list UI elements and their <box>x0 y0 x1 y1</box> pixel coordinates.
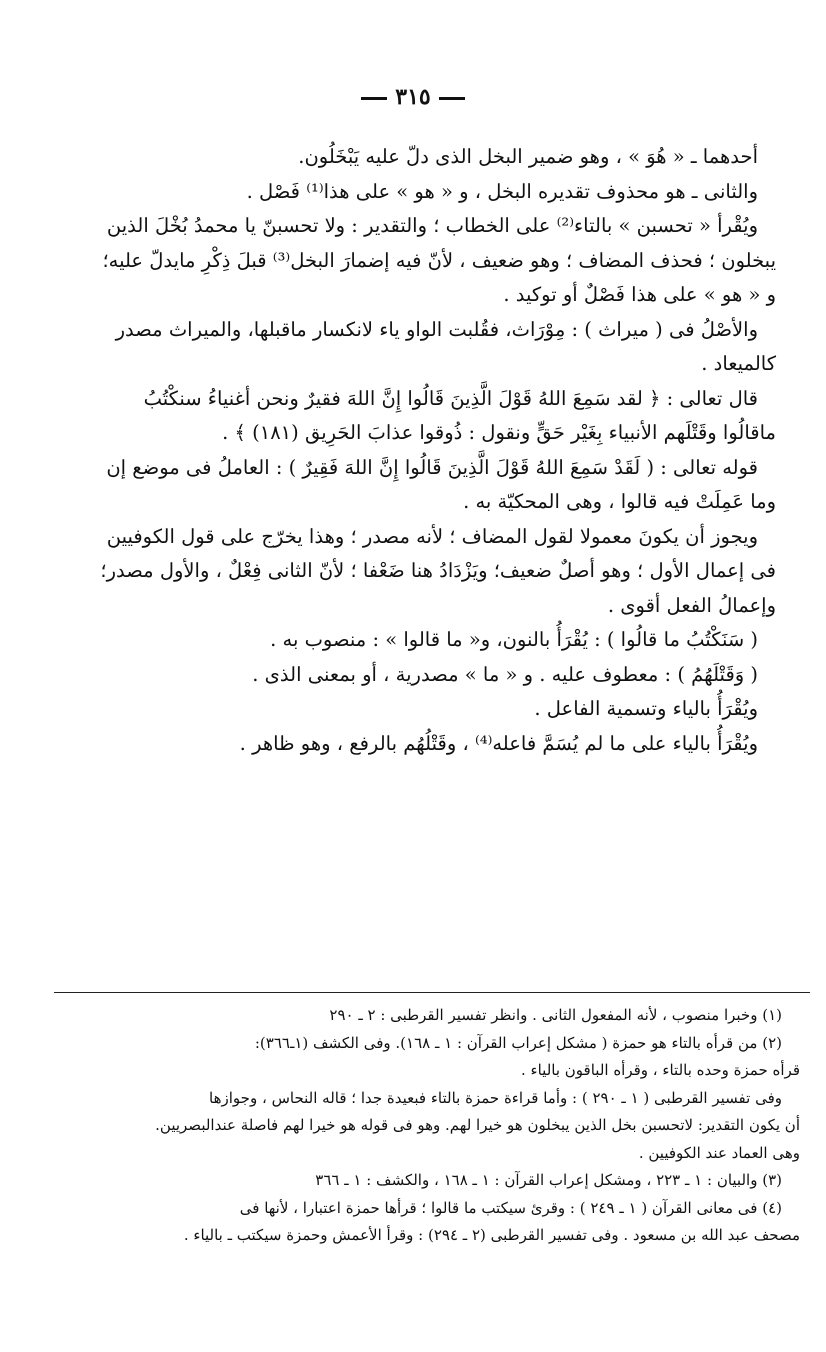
footnote-line: وفى تفسير القرطبى ( ١ ـ ٢٩٠ ) : وأما قراءة حمزة بالتاء فبعيدة جدا ؛ قاله النحاس ، وجوازها <box>209 1088 782 1107</box>
text-line: يبخلون ؛ فحذف المضاف ؛ وهو ضعيف ، لأنّ فيه إضمارَ البخل⁽³⁾ قبلَ ذِكْرِ مايدلّ عليه؛ <box>102 248 776 272</box>
text-line: قوله تعالى : ( لَقَدْ سَمِعَ اللهُ قَوْلَ الَّذِينَ قَالُوا إِنَّ اللهَ فَقِيرٌ ) : العاملُ فى موضع إن <box>106 455 758 479</box>
text-line: ( سَنَكْتُبُ ما قالُوا ) : يُقْرَأُ بالنون، و« ما قالوا » : منصوب به . <box>270 628 758 651</box>
text-line: ماقالُوا وقَتْلَهم الأنبياء بِغَيْر حَقٍّ ونقول : ذُوقوا عذابَ الحَرِيق (١٨١) ﴾ . <box>222 421 776 444</box>
text-line: ويُقْرَأُ بالياء وتسمية الفاعل . <box>534 697 758 720</box>
text-line: والأصْلُ فى ( ميراث ) : مِوْرَاث، فقُلبت الواو ياء لانكسار ماقبلها، والميراث مصدر <box>115 317 758 341</box>
footnotes <box>40 1002 800 1250</box>
page-number-dash-right <box>439 97 465 100</box>
text-line: أحدهما ـ « هُوَ » ، وهو ضمير البخل الذى دلّ عليه يَبْخَلُون. <box>298 145 758 168</box>
text-line: قال تعالى : ﴿ لقد سَمِعَ اللهُ قَوْلَ الَّذِينَ قَالُوا إِنَّ اللهَ فقيرٌ ونحن أغنياءُ سنكْتُبُ <box>143 386 758 410</box>
footnote-line: (٣) والبيان : ١ ـ ٢٢٣ ، ومشكل إعراب القرآن : ١ ـ ١٦٨ ، والكشف : ١ ـ ٣٦٦ <box>315 1171 782 1189</box>
main-text <box>54 140 776 761</box>
footnote-line: أن يكون التقدير: لاتحسبن بخل الذين يبخلون هو خيرا لهم. وهو فى قوله هو خيرا لهم فاصلة عندالبصريين. <box>155 1116 800 1134</box>
footnote-line: قرأه حمزة وحده بالتاء ، وقرأه الباقون بالياء . <box>521 1061 800 1079</box>
page-number-text: ٣١٥ <box>395 84 431 110</box>
footnote-line: (٤) فى معانى القرآن ( ١ ـ ٢٤٩ ) : وقرئ سيكتب ما قالوا ؛ قرأها حمزة اعتبارا ، لأنها فى <box>239 1198 782 1217</box>
footnote-line: (١) وخبرا منصوب ، لأنه المفعول الثانى . وانظر تفسير القرطبى : ٢ ـ ٢٩٠ <box>329 1006 782 1024</box>
text-line: و « هو » على هذا فَصْلٌ أو توكيد . <box>503 283 776 306</box>
footnote-line: (٢) من قرأه بالتاء هو حمزة ( مشكل إعراب القرآن : ١ ـ ١٦٨). وفى الكشف (١ـ٣٦٦): <box>254 1033 782 1052</box>
text-line: فى إعمال الأول ؛ وهو أصلٌ ضعيف؛ ويَزْدَادُ هنا ضَعْفا ؛ لأنّ الثانى فِعْلٌ ، والأول مصدر؛ <box>100 559 776 582</box>
text-line: ويُقْرأ « تحسبن » بالتاء⁽²⁾ على الخطاب ؛ والتقدير : ولا تحسبنّ يا محمدُ بُخْلَ الذين <box>106 214 758 237</box>
footnote-separator <box>54 992 810 993</box>
footnote-line: وهى العماد عند الكوفيين . <box>638 1143 800 1162</box>
page-number-dash-left <box>361 97 387 100</box>
text-line: وما عَمِلَتْ فيه قالوا ، وهى المحكيّة به . <box>463 490 776 513</box>
text-line: كالميعاد . <box>701 352 776 375</box>
text-line: والثانى ـ هو محذوف تقديره البخل ، و « هو » على هذا⁽¹⁾ فَصْل . <box>246 179 758 203</box>
page-number <box>0 84 826 110</box>
text-line: ويجوز أن يكونَ معمولا لقول المضاف ؛ لأنه مصدر ؛ وهذا يخرّج على قول الكوفيين <box>106 524 758 548</box>
footnote-line: مصحف عبد الله بن مسعود . وفى تفسير القرطبى (٢ ـ ٢٩٤) : وقرأ الأعمش وحمزة سيكتب ـ بالياء . <box>183 1226 800 1244</box>
text-line: ( وَقَتْلَهُمُ ) : معطوف عليه . و « ما » مصدرية ، أو بمعنى الذى . <box>252 662 758 686</box>
text-line: وإعمالُ الفعل أقوى . <box>607 593 776 617</box>
text-line: ويُقْرَأُ بالياء على ما لم يُسَمَّ فاعله⁽⁴⁾ ، وقَتْلُهُم بالرفع ، وهو ظاهر . <box>239 731 758 755</box>
